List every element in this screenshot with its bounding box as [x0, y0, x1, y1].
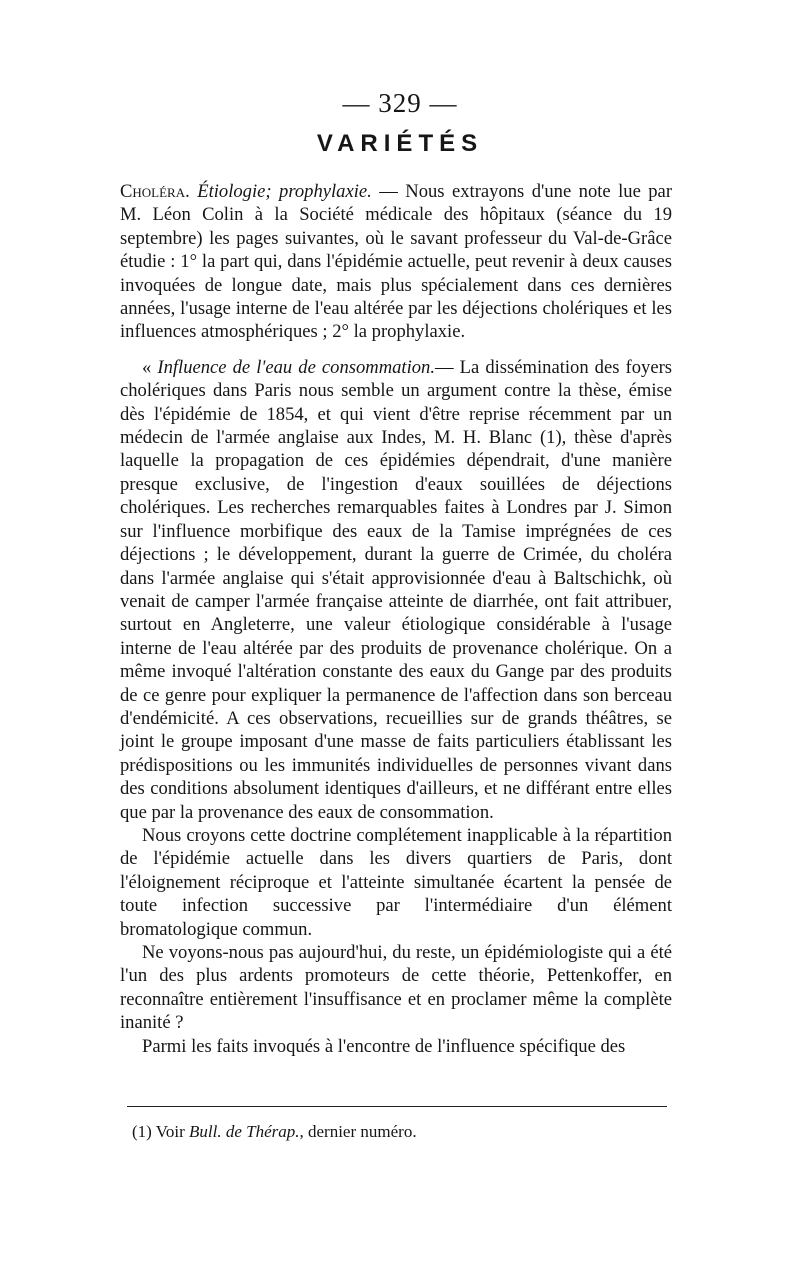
open-quote: « — [142, 356, 158, 378]
lead-caps: Choléra. — [120, 181, 190, 202]
lead-subject: Étiologie; prophylaxie. — [197, 181, 372, 202]
section-paragraph — [120, 356, 672, 824]
footnote-journal: Bull. de Thérap. — [189, 1122, 300, 1141]
intro-paragraph — [120, 180, 672, 344]
article-body — [120, 180, 672, 1058]
section-text: — La dissémination des foyers cholériques dans Paris nous semble un argument contre la thèse, émise dès l'épidémie de 1854, et qui vient d'être reprise récemment par un médecin de l'armée anglaise aux Indes, M. H. Blanc (1), thèse d'après laquelle la propagation de ces épidémies dépendrait, d'une manière presque exclusive, de l'ingestion d'eaux souillées de déjections cholériques. Les recherches remarquables faites à Londres par J. Simon sur l'influence morbifique des eaux de la Tamise imprégnées de ces déjections ; le développement, durant la guerre de Crimée, du choléra dans l'armée anglaise qui s'était approvisionnée d'eau à Baltschichk, où venait de camper l'armée française atteinte de diarrhée, ont fait attribuer, surtout en Angleterre, une valeur étiologique considérable à l'usage interne de l'eau altérée par des produits de provenance cholérique. On a même invoqué l'altération constante des eaux du Gange par des produits de ce genre pour expliquer la permanence de l'affection dans son berceau d'endémicité. A ces observations, recueillies sur de grands théâtres, se joint le groupe imposant d'une masse de faits particuliers établissant les prédispositions ou les immunités individuelles de personnes vivant dans des conditions absolument identiques d'ailleurs, et ne différant entre elles que par la provenance des eaux de consommation. — [120, 356, 673, 823]
paragraph: Nous croyons cette doctrine complétement inapplicable à la répartition de l'épidémie actuelle dans les divers quartiers de Paris, dont l'éloignement réciproque et l'atteinte simultanée écartent la pensée de toute infection successive par l'intermédiaire d'un élément bromatologique commun. — [120, 824, 672, 940]
paragraph: Ne voyons-nous pas aujourd'hui, du reste, un épidémiologiste qui a été l'un des plus ardents promoteurs de cette théorie, Pettenkoffer, en reconnaître entièrement l'insuffisance et en proclamer même la complète inanité ? — [120, 942, 672, 1034]
section-heading: VARIÉTÉS — [316, 130, 484, 157]
footnote — [132, 1122, 672, 1142]
footnote-marker: (1) Voir — [132, 1122, 189, 1141]
footnote-divider — [127, 1106, 667, 1107]
section-title: Influence de l'eau de consommation. — [157, 356, 435, 378]
footnote-rest: , dernier numéro. — [299, 1122, 417, 1141]
paragraph: Parmi les faits invoqués à l'encontre de l'influence spécifique des — [142, 1035, 626, 1057]
page-number: — 329 — — [342, 88, 458, 118]
intro-text: — Nous extrayons d'une note lue par M. Léon Colin à la Société médicale des hôpitaux (séance du 19 septembre) les pages suivantes, où le savant professeur du Val-de-Grâce étudie : 1° la part qui, dans l'épidémie actuelle, peut revenir à deux causes invoquées de longue date, mais plus spécialement dans ces dernières années, l'usage interne de l'eau altérée par les déjections cholériques et les influences atmosphériques ; 2° la prophylaxie. — [120, 181, 673, 343]
